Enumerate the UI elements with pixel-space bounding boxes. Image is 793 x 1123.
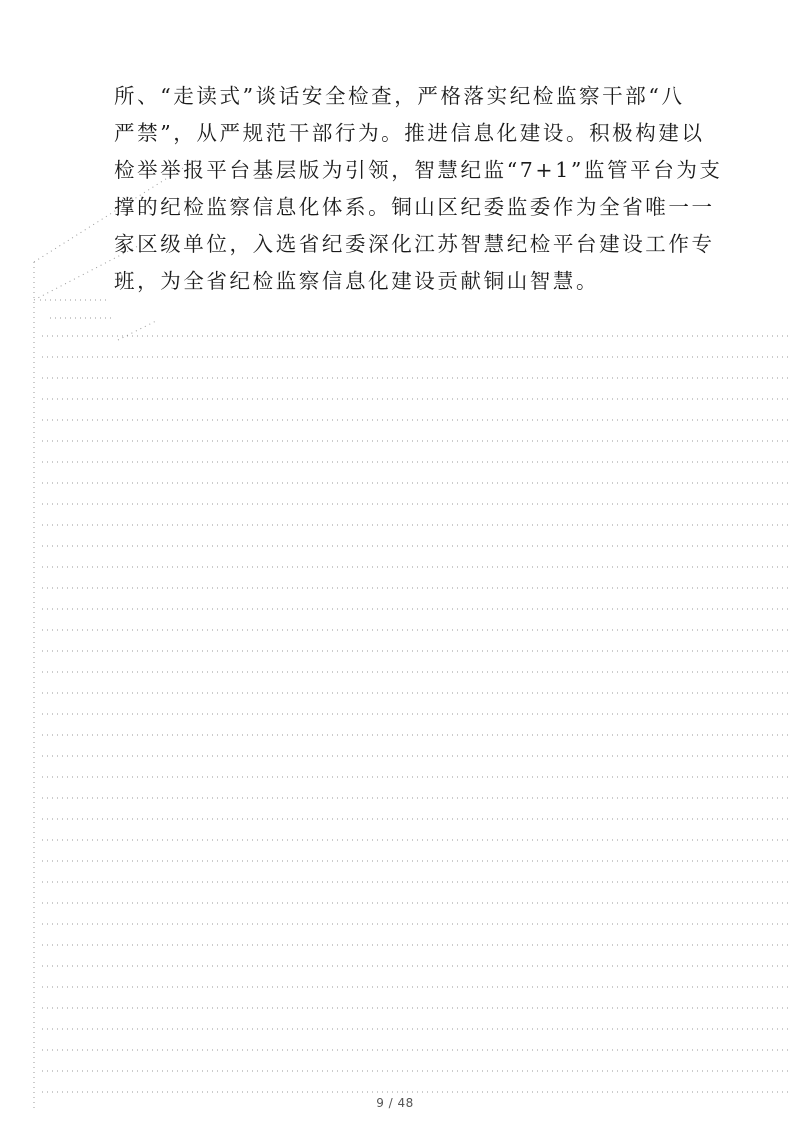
paragraph-line-2: 严禁”，从严规范干部行为。推进信息化建设。积极构建以: [114, 120, 705, 145]
paragraph-line-3: 检举举报平台基层版为引领，智慧纪监“7+1”监管平台为支: [114, 157, 723, 182]
paragraph-line-1: 所、“走读式”谈话安全检查，严格落实纪检监察干部“八: [114, 84, 685, 108]
paragraph-line-4: 撑的纪检监察信息化体系。铜山区纪委监委作为全省唯一一: [114, 194, 715, 219]
paragraph-line-6: 班，为全省纪检监察信息化建设贡献铜山智慧。: [114, 268, 600, 293]
diagonal-guide-line: [118, 320, 158, 340]
body-paragraph: [114, 78, 723, 299]
paragraph-line-5: 家区级单位，入选省纪委深化江苏智慧纪检平台建设工作专: [114, 231, 715, 256]
page-number: 9 / 48: [376, 1096, 414, 1110]
